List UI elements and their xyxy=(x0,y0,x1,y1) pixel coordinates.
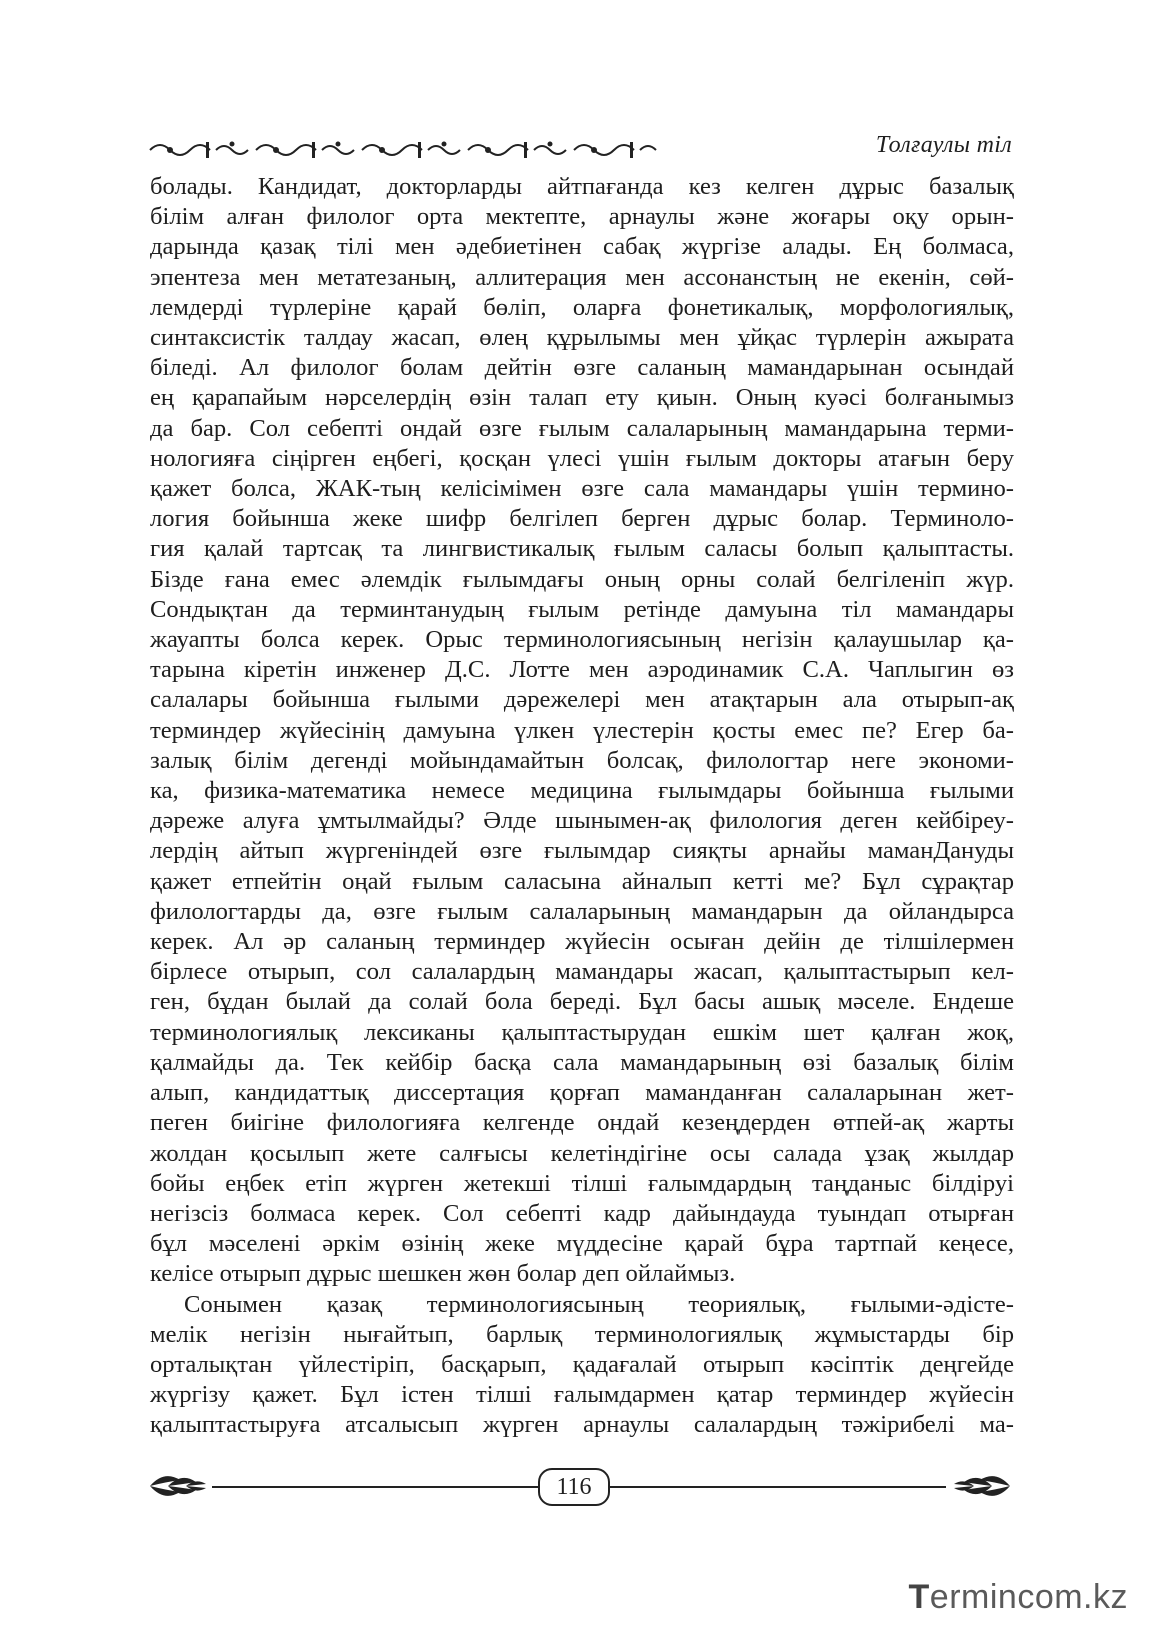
text-line: қалмайды да. Тек кейбір басқа сала мамандарының өзі базалық білім xyxy=(150,1048,1014,1076)
text-line: білім алған филолог орта мектепте, арнаулы және жоғары оқу орын- xyxy=(150,203,1014,231)
page-footer xyxy=(146,1466,1014,1506)
text-line: мелік негізін нығайтып, барлық терминологиялық жұмыстарды бір xyxy=(150,1320,1014,1348)
text-line: алып, кандидаттық диссертация қорғап маманданған салаларынан жет- xyxy=(150,1079,1014,1107)
text-line: қалыптастыруға атсалысып жүрген арнаулы салалардың тәжірибелі ма- xyxy=(150,1411,1014,1439)
text-line: жүргізу қажет. Бұл істен тілші ғалымдармен қатар терминдер жүйесін xyxy=(150,1381,1014,1409)
text-line: синтаксистік талдау жасап, өлең құрылымы мен ұйқас түрлерін ажырата xyxy=(150,324,1014,352)
ornament-border-top xyxy=(146,136,666,164)
watermark xyxy=(909,1578,1128,1617)
text-line: бұл мәселені әркім өзінің жеке мүддесіне қарай бұра тартпай кеңесе, xyxy=(150,1230,1014,1258)
text-line: филологтарды да, өзге ғылым салаларының мамандарын да ойландырса xyxy=(150,897,1014,925)
page-number: 116 xyxy=(538,1468,610,1506)
text-line: нологияға сіңірген еңбегі, қосқан үлесі үшін ғылым докторы атағын беру xyxy=(150,444,1014,472)
text-line: тарына кіретін инженер Д.С. Лотте мен аэродинамик С.А. Чаплыгин өз xyxy=(150,656,1014,684)
text-line: орталықтан үйлестіріп, басқарып, қадағалай отырып кәсіптік деңгейде xyxy=(150,1350,1014,1378)
text-line: залық білім дегенді мойындамайтын болсақ, филологтар неге экономи- xyxy=(150,746,1014,774)
text-line: да бар. Сол себепті ондай өзге ғылым салаларының мамандарына терми- xyxy=(150,414,1014,442)
text-line: эпентеза мен метатезаның, аллитерация мен ассонанстың не екенін, сөй- xyxy=(150,263,1014,291)
text-line: бірлесе отырып, сол салалардың мамандары жасап, қалыптастырып кел- xyxy=(150,958,1014,986)
text-line: ең қарапайым нәрселердің өзін талап ету қиын. Оның куәсі болғанымыз xyxy=(150,384,1014,412)
leaf-ornament-left xyxy=(146,1468,216,1504)
text-line: біледі. Ал филолог болам дейтін өзге саланың мамандарынан осындай xyxy=(150,354,1014,382)
text-line: қажет етпейтін оңай ғылым саласына айналып кетті ме? Бұл сұрақтар xyxy=(150,867,1014,895)
text-line: дәреже алуға ұмтылмайды? Әлде шынымен-ақ филология деген кейбіреу- xyxy=(150,807,1014,835)
text-line: қажет болса, ЖАК-тың келісімімен өзге сала мамандары үшін термино- xyxy=(150,475,1014,503)
text-line: жолдан қосылып жете салғысы келетіндігіне осы салада ұзақ жылдар xyxy=(150,1139,1014,1167)
text-line: логия бойынша жеке шифр белгілеп берген дұрыс болар. Терминоло- xyxy=(150,505,1014,533)
text-line: салалары бойынша ғылыми дәрежелері мен атақтарын ала отырып-ақ xyxy=(150,686,1014,714)
text-line: лемдерді түрлеріне қарай бөліп, оларға фонетикалық, морфологиялық, xyxy=(150,293,1014,321)
text-line: Бізде ғана емес әлемдік ғылымдағы оның орны солай белгіленіп жүр. xyxy=(150,565,1014,593)
watermark-text: ermincom.kz xyxy=(929,1578,1128,1616)
text-line: негізсіз болмаса керек. Сол себепті кадр дайындауда туындап отырған xyxy=(150,1199,1014,1227)
text-line: дарында қазақ тілі мен әдебиетінен сабақ жүргізе алады. Ең болмаса, xyxy=(150,233,1014,261)
text-line: лердің айтып жүргеніндей өзге ғылымдар сияқты арнайы маманДануды xyxy=(150,837,1014,865)
running-title: Толғаулы тіл xyxy=(875,132,1012,158)
page-header xyxy=(146,128,1012,168)
text-line: келісе отырып дұрыс шешкен жөн болар деп ойлаймыз. xyxy=(150,1260,736,1288)
leaf-ornament-right xyxy=(944,1468,1014,1504)
text-line: пеген биігіне филологияға келгенде ондай кезеңдерден өтпей-ақ жарты xyxy=(150,1109,1014,1137)
footer-rule-left xyxy=(212,1486,538,1488)
text-line: жауапты болса керек. Орыс терминологиясының негізін қалаушылар қа- xyxy=(150,626,1014,654)
text-line: Сонымен қазақ терминологиясының теориялық, ғылыми-әдісте- xyxy=(184,1290,1014,1318)
text-line: ка, физика-математика немесе медицина ғылымдары бойынша ғылыми xyxy=(150,777,1014,805)
text-line: терминологиялық лексиканы қалыптастырудан ешкім шет қалған жоқ, xyxy=(150,1018,1014,1046)
footer-rule-right xyxy=(608,1486,946,1488)
watermark-initial: T xyxy=(908,1578,930,1616)
text-line: керек. Ал әр саланың терминдер жүйесін осыған дейін де тілшілермен xyxy=(150,928,1014,956)
body-text xyxy=(150,172,1014,1441)
text-line: бойы еңбек етіп жүрген жетекші тілші ғалымдардың таңданыс білдіруі xyxy=(150,1169,1014,1197)
text-line: Сондықтан да терминтанудың ғылым ретінде дамуына тіл мамандары xyxy=(150,595,1014,623)
text-line: терминдер жүйесінің дамуына үлкен үлестерін қосты емес пе? Егер ба- xyxy=(150,716,1014,744)
text-line: гия қалай тартсақ та лингвистикалық ғылым саласы болып қалыптасты. xyxy=(150,535,1014,563)
text-line: ген, бұдан былай да солай бола береді. Бұл басы ашық мәселе. Ендеше xyxy=(150,988,1014,1016)
text-line: болады. Кандидат, докторларды айтпағанда кез келген дұрыс базалық xyxy=(150,173,1014,200)
